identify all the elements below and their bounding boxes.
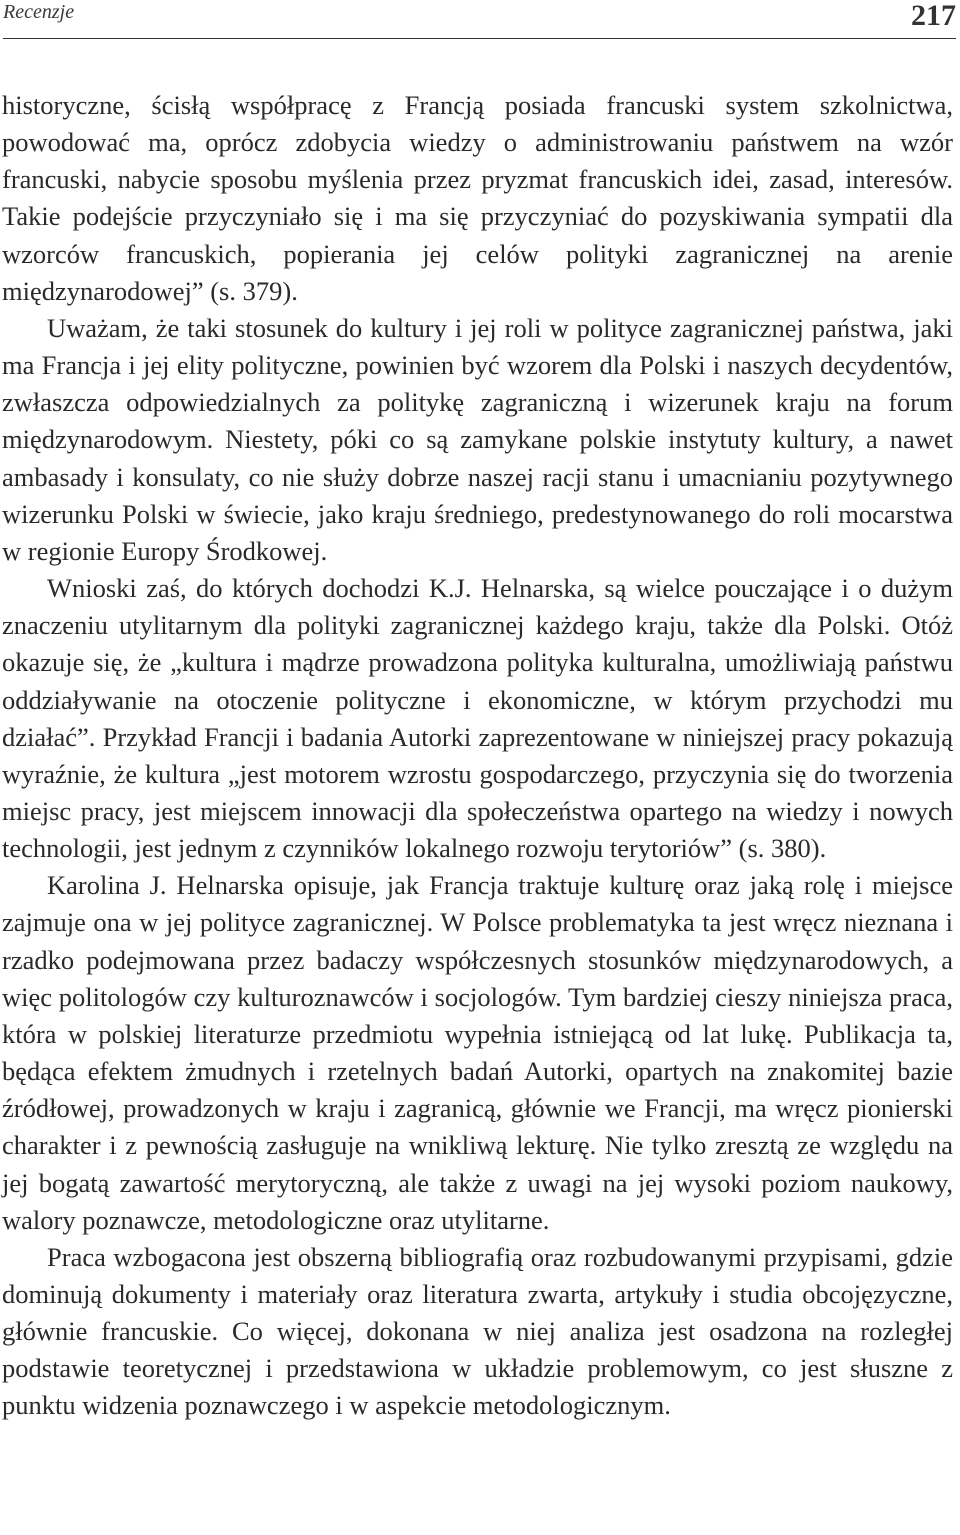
- paragraph-continuation: historyczne, ścisłą współpracę z Francją posiada francuski system szkolnictwa, powodować ma, oprócz zdobycia wiedzy o administrowaniu państwem na wzór francuski, nabycie sposobu myślenia przez pryzmat francuskich idei, zasad, interesów. Takie podejście przyczyniało się i ma się przyczyniać do pozyskiwania sympatii dla wzorców francuskich, popierania jej celów polityki zagranicznej na arenie międzynarodowej” (s. 379).: [2, 90, 953, 306]
- section-title: Recenzje: [3, 1, 75, 23]
- paragraph-bibliography: Praca wzbogacona jest obszerną bibliografią oraz rozbudowanymi przypisami, gdzie dominują dokumenty i materiały oraz literatura zwarta, artykuły i studia obcojęzyczne, głównie francuskie. Co więcej, dokonana w niej analiza jest osadzona na rozległej podstawie teoretycznej i przedstawiona w układzie problemowym, co jest słuszne z punktu widzenia poznawczego i w aspekcie metodologicznym.: [2, 1241, 953, 1421]
- page-number: 217: [911, 0, 956, 32]
- running-header: [3, 0, 956, 39]
- paragraph-evaluation: Karolina J. Helnarska opisuje, jak Francja traktuje kulturę oraz jaką rolę i miejsce zajmuje ona w jej polityce zagranicznej. W Polsce problematyka ta jest wręcz nieznana i rzadko podejmowana przez badaczy współczesnych stosunków międzynarodowych, a więc politologów czy kulturoznawców i socjologów. Tym bardziej cieszy niniejsza praca, która w polskiej literaturze przedmiotu wypełnia istniejącą od lat lukę. Publikacja ta, będąca efektem żmudnych i rzetelnych badań Autorki, opartych na znakomitej bazie źródłowej, prowadzonych w kraju i zagranicą, głównie we Francji, ma wręcz pionierski charakter i z pewnością zasługuje na wnikliwą lekturę. Nie tylko zresztą ze względu na jej bogatą zawartość merytoryczną, ale także z uwagi na jej wysoki poziom naukowy, walory poznawcze, metodologiczne oraz utylitarne.: [2, 870, 953, 1235]
- review-body: [2, 87, 953, 1425]
- paragraph-author-opinion: Uważam, że taki stosunek do kultury i jej roli w polityce zagranicznej państwa, jaki ma Francja i jej elity polityczne, powinien być wzorem dla Polski i naszych decydentów, zwłaszcza odpowiedzialnych za politykę zagraniczną i wizerunek kraju na forum międzynarodowym. Niestety, póki co są zamykane polskie instytuty kultury, a nawet ambasady i konsulaty, co nie służy dobrze naszej racji stanu i umacnianiu pozytywnego wizerunku Polski w świecie, jako kraju średniego, predestynowanego do roli mocarstwa w regionie Europy Środkowej.: [2, 312, 953, 566]
- paragraph-conclusions: Wnioski zaś, do których dochodzi K.J. Helnarska, są wielce pouczające i o dużym znaczeniu utylitarnym dla polityki zagranicznej każdego kraju, także dla Polski. Otóż okazuje się, że „kultura i mądrze prowadzona polityka kulturalna, umożliwiają państwu oddziaływanie na otoczenie polityczne i ekonomiczne, w którym przychodzi mu działać”. Przykład Francji i badania Autorki zaprezentowane w niniejszej pracy pokazują wyraźnie, że kultura „jest motorem wzrostu gospodarczego, przyczynia się do tworzenia miejsc pracy, jest miejscem innowacji dla społeczeństwa opartego na wiedzy i nowych technologii, jest jednym z czynników lokalnego rozwoju terytoriów” (s. 380).: [2, 573, 953, 864]
